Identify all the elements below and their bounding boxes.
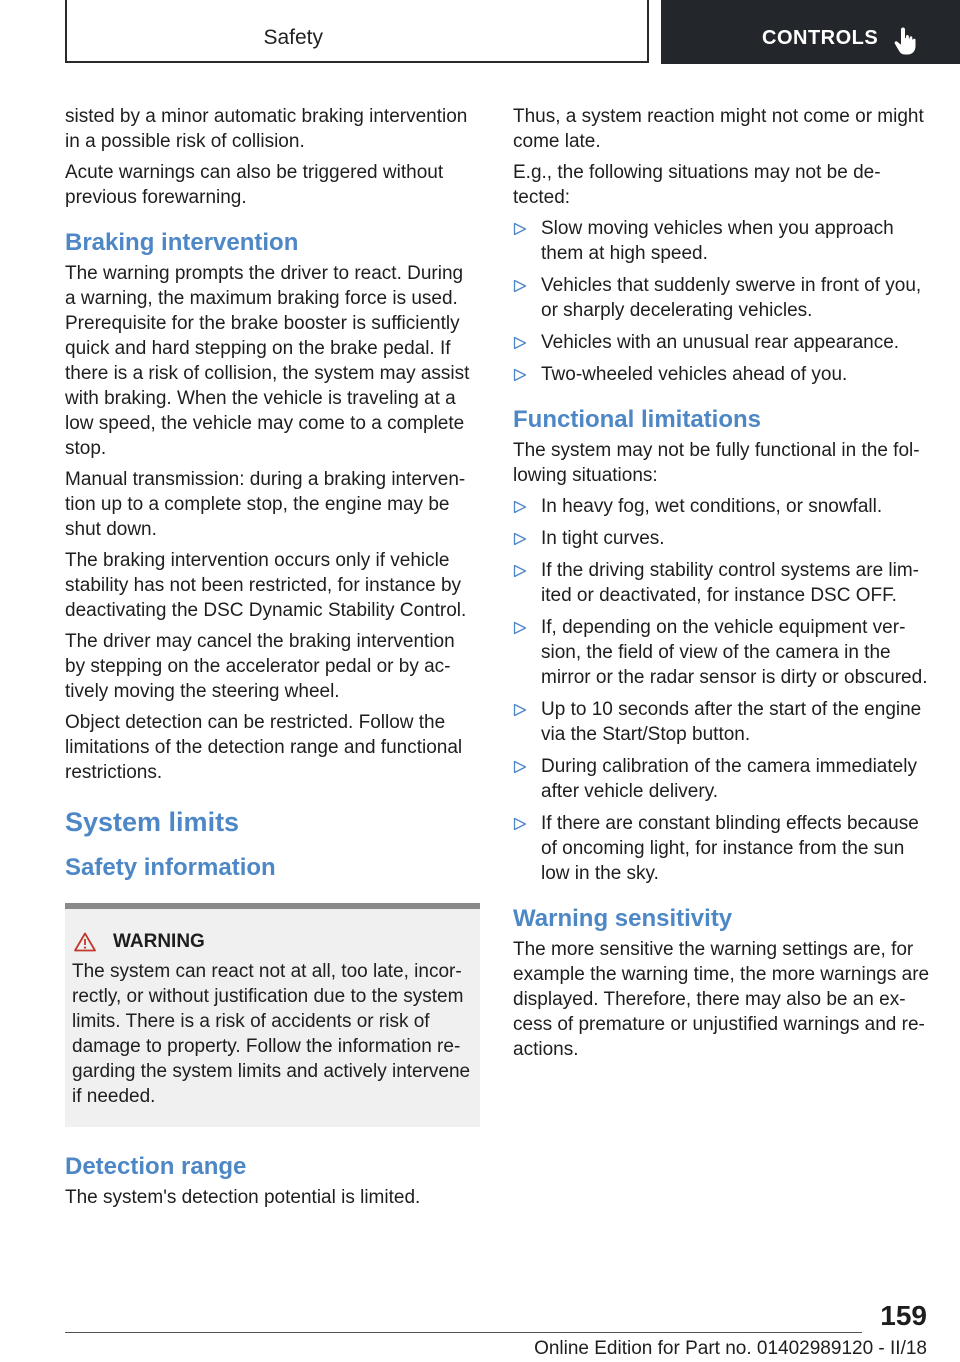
warning-triangle-icon [74, 932, 96, 952]
warning-text: The system can react not at all, too late, incor‐rectly, or without justification due to the system limits. There is a risk of accidents or risk of damage to property. Follow the information re‐garding the system limits and actively intervene if needed. [72, 961, 471, 1107]
paragraph: The more sensitive the warning settings are, for example the warning time, the more warnings are displayed. Therefore, there may also be an ex‐cess of premature or unjustified warnings and re‐actions. [513, 939, 930, 1060]
warning-title: WARNING [113, 931, 205, 952]
list-item-text: Up to 10 seconds after the start of the engine via the Start/Stop button. [541, 699, 922, 745]
list-item-text: If the driving stability control systems are lim‐ited or deactivated, for instance DSC OFF. [541, 560, 920, 606]
triangle-bullet-icon [513, 532, 527, 546]
triangle-bullet-icon [513, 336, 527, 350]
paragraph: The system may not be fully functional in the fol‐lowing situations: [513, 440, 920, 486]
list-item-text: If there are constant blinding effects because of oncoming light, for instance from the sun low in the sky. [541, 813, 919, 884]
header-section-box [65, 0, 649, 63]
triangle-bullet-icon [513, 222, 527, 236]
page-number: 159 [880, 1300, 927, 1331]
list-item-text: In heavy fog, wet conditions, or snowfall. [541, 496, 883, 517]
left-column [65, 104, 475, 1216]
list-item-text: During calibration of the camera immediately after vehicle delivery. [541, 756, 917, 802]
paragraph: The warning prompts the driver to react. During a warning, the maximum braking force is used. Prerequisite for the brake booster is sufficiently quick and hard stepping on the brake pedal. If there is a risk of collision, the system may assist with braking. When the vehicle is traveling at a low speed, the vehicle may come to a complete stop. [65, 263, 470, 459]
safety-information-heading: Safety information [65, 854, 276, 881]
triangle-bullet-icon [513, 368, 527, 382]
list-item [513, 330, 931, 355]
paragraph: The system's detection potential is limited. [65, 1187, 421, 1208]
triangle-bullet-icon [513, 564, 527, 578]
list-item [513, 615, 931, 690]
paragraph: Acute warnings can also be triggered without previous forewarning. [65, 162, 444, 208]
paragraph: The driver may cancel the braking intervention by stepping on the accelerator pedal or by ac‐tively moving the steering wheel. [65, 631, 455, 702]
detection-range-heading: Detection range [65, 1153, 247, 1180]
list-item [513, 494, 931, 519]
braking-intervention-heading: Braking intervention [65, 229, 299, 256]
edition-footer: Online Edition for Part no. 01402989120 - II/18 [534, 1338, 927, 1359]
list-item [513, 526, 931, 551]
footer-divider [65, 1332, 862, 1333]
triangle-bullet-icon [513, 703, 527, 717]
triangle-bullet-icon [513, 621, 527, 635]
list-item-text: In tight curves. [541, 528, 665, 549]
functional-limitations-heading: Functional limitations [513, 406, 762, 433]
paragraph: The braking intervention occurs only if vehicle stability has not been restricted, for instance by deactivating the DSC Dynamic Stability Control. [65, 550, 467, 621]
triangle-bullet-icon [513, 279, 527, 293]
system-limits-heading: System limits [65, 807, 240, 837]
list-item [513, 362, 931, 387]
list-item-text: Two-wheeled vehicles ahead of you. [541, 364, 848, 385]
hand-pointer-icon [894, 27, 916, 55]
triangle-bullet-icon [513, 760, 527, 774]
paragraph: Object detection can be restricted. Follow the limitations of the detection range and functional restrictions. [65, 712, 463, 783]
list-item [513, 697, 931, 747]
list-item [513, 811, 931, 886]
list-item-text: Slow moving vehicles when you approach them at high speed. [541, 218, 894, 264]
list-item [513, 558, 931, 608]
list-item-text: Vehicles with an unusual rear appearance. [541, 332, 900, 353]
triangle-bullet-icon [513, 500, 527, 514]
list-item-text: If, depending on the vehicle equipment ver‐sion, the field of view of the camera in the mirror or the radar sensor is dirty or obscured. [541, 617, 928, 688]
undetected-situations-list [513, 216, 931, 387]
list-item [513, 273, 931, 323]
triangle-bullet-icon [513, 817, 527, 831]
list-item [513, 754, 931, 804]
list-item [513, 216, 931, 266]
header-chapter-tab [661, 0, 960, 64]
paragraph: Thus, a system reaction might not come or might come late. [513, 106, 924, 152]
functional-limitations-list [513, 494, 931, 886]
list-item-text: Vehicles that suddenly swerve in front of you, or sharply decelerating vehicles. [541, 275, 922, 321]
warning-sensitivity-heading: Warning sensitivity [513, 905, 733, 932]
paragraph: sisted by a minor automatic braking intervention in a possible risk of collision. [65, 106, 468, 152]
paragraph: Manual transmission: during a braking interven‐tion up to a complete stop, the engine may be shut down. [65, 469, 466, 540]
paragraph: E.g., the following situations may not be de‐tected: [513, 162, 881, 208]
warning-box [65, 903, 480, 1127]
right-column [513, 104, 931, 1068]
header-section-title: Safety [263, 26, 323, 49]
warning-title-row [72, 929, 472, 954]
header-chapter-title: CONTROLS [762, 27, 879, 49]
